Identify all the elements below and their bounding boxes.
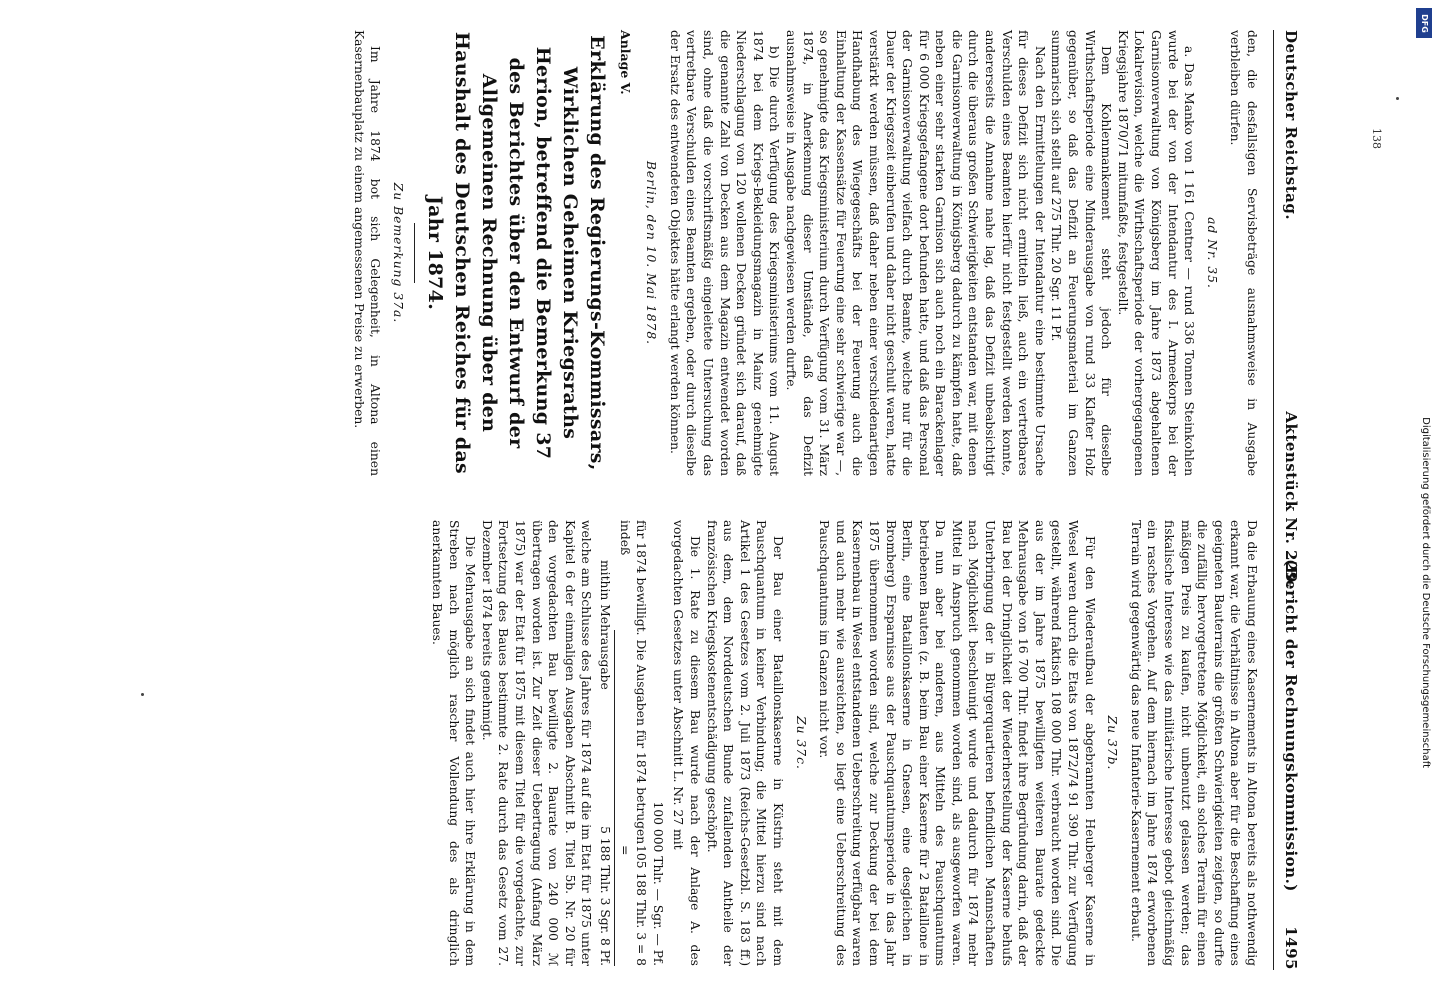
scan-speck: [141, 693, 144, 696]
sum-rule: [614, 630, 615, 966]
paragraph: b) Die durch Verfügung des Kriegsministeriums vom 11. August 1874 bei dem Kriegs-Bekleidungsmagazin in Mainz genehmigte Niederschlagung von 120 wollenen Decken gründet sich darauf, daß die genannte Zahl von Decken aus dem Magazin entwendet worden sind, ohne daß die vorschriftsmäßig eingeleitete Untersuchung das vertretbare Verschulden eines Beamten ergeben, oder durch dieselbe der Ersatz des entwendeten Objektes hätte erlangt werden können.: [667, 30, 782, 476]
section-heading: Zu Bemerkung 37a.: [391, 182, 406, 324]
paragraph: Dem Kohlenmankement steht jedoch für dieselbe Wirthschaftsperiode eine Minderausgabe von rund 33 Klafter Holz gegenüber, so daß das Defizit an Feuerungsmaterial im Ganzen summarisch sich stellt auf 275 Thlr. 20 Sgr. 11 Pf.: [1049, 30, 1114, 476]
paragraph: a. Das Manko von 1 161 Centner — rund 336 Tonnen Steinkohlen wurde bei der von der Intendantur des I. Armeekorps bei der Garnisonverwaltung von Königsberg im Jahre 1873 abgehaltenen Lokalrevision, welche die Wirthschaftsperiode der vorhergegangenen Kriegsjahre 1870/71 mitumfaßte, festgestellt.: [1115, 30, 1197, 476]
cost-calculation: [596, 520, 665, 966]
dfg-logo-text: DFG: [1419, 13, 1429, 33]
calc-lead: für 1874 bewilligt. Die Ausgaben für 1874 betrugen indeß: [617, 520, 649, 845]
calc-amount: 100 000 Thlr. — Sgr. — Pf.: [650, 801, 665, 966]
paragraph: Die Mehrausgabe an sich findet auch hier ihre Erklärung in dem Streben nach möglich rascher Vollendung des als dringlich anerkannten Baues.: [430, 520, 478, 966]
left-column: [350, 30, 1260, 476]
divider: [414, 223, 415, 283]
paragraph: Da die Erbauung eines Kasernements in Altona bereits als nothwendig erkannt war, die Verhältnisse in Altona aber für die Beschaffung eines geeigneten Bauterrains die größten Schwierigkeiten zeigten, so durfte die zufällig hervorgetretene Möglichkeit, ein solches Terrain für einen mäßigen Preis zu kaufen, nicht unbenutzt gelassen werden; das fiskalische Interesse wie das militärische Interesse gebot gleichmäßig ein rasches Vorgehen. Auf dem hiernach im Jahre 1874 erworbenen Terrain wird gegenwärtig das neue Infanterie-Kasernement erbaut.: [1128, 520, 1259, 966]
declaration-title: Erklärung des Regierungs-Kommissars, Wirklichen Geheimen Kriegsraths Herion, betreffend die Bemerkung 37 des Berichtes über den Entwurf der Allgemeinen Rechnung über den Haushalt des Deutschen Reiches für das Jahr 1874.: [424, 31, 609, 475]
appendix-label: Anlage V.: [617, 30, 633, 95]
paragraph: Nach den Ermittelungen der Intendantur eine bestimmte Ursache für dieses Defizit sich nicht ermitteln ließ, auch ein vertretbares Verschulden eines Beamten hierfür nicht festgestellt werden konnte, andererseits die Annahme nahe lag, daß das Defizit unbeabsichtigt durch die überaus großen Schwierigkeiten entstanden war, mit denen die Garnisonverwaltung in Königsberg dadurch zu kämpfen hatte, daß neben einer sehr starken Garnison sich auch noch ein Barackenlager für 6 000 Kriegsgefangene dort befunden hatte, und daß das Personal der Garnisonverwaltung vielfach durch Beamte, welche nur für die Dauer der Kriegszeit einberufen und daher nicht geschult waren, hatte verstärkt werden müssen, daß daher neben einer verschiedenartigen Handhabung des Wiegegeschäfts bei der Feuerung auch die Einhaltung der Kassensätze für Feuerung eine sehr schwierige war —, so genehmigte das Kriegsministerium durch Verfügung vom 31. März 1874, in Anerkennung dieser Umstände, daß das Defizit ausnahmsweise in Ausgabe nachgewiesen werden durfte.: [783, 30, 1047, 476]
scan-page-mark: 138: [1370, 128, 1383, 149]
calc-total: 105 188 Thlr. 3 = 8 =: [617, 845, 649, 967]
paragraph: Für den Wiederaufbau der abgebrannten Heuberger Kaserne in Wesel waren durch die Etats von 1872/74 91 390 Thlr. zur Verfügung gestellt, während faktisch 108 000 Thlr. verbraucht worden sind. Die aus der im Jahre 1875 bewilligten weiteren Baurate gedeckte Mehrausgabe von 16 700 Thlr. findet ihre Begründung darin, daß der Bau bei der Dringlichkeit der Wiederherstellung der Kaserne behufs Unterbringung der in Bürgerquartieren befindlichen Mannschaften nach Möglichkeit beschleunigt wurde und dadurch für 1874 mehr Mittel in Anspruch genommen worden sind, als ausgeworfen waren. Da nun aber bei anderen, aus Mitteln des Pauschquantums betriebenen Bauten (z. B. beim Bau einer Kaserne für 2 Bataillone in Berlin, eine Bataillonskaserne in Gnesen, eine desgleichen in Bromberg) Ersparnisse aus der Pauschquantumsperiode in das Jahr 1875 übernommen worden sind, welche zur Deckung der bei dem Kasernenbau in Wesel entstandenen Ueberschreitung verfügbar waren und auch mehr wie ausreichten, so liegt eine Ueberschreitung des Pauschquantums im Ganzen nicht vor.: [817, 520, 1097, 966]
calc-difference: 5 188 Thlr. 3 Sgr. 8 Pf.: [598, 826, 613, 966]
header-right: [1282, 559, 1300, 970]
paragraph: den, die desfallsigen Servisbeträge ausnahmsweise in Ausgabe verbleiben dürfen.: [1228, 30, 1259, 476]
right-column: [429, 520, 1261, 966]
paragraph: Die 1. Rate zu diesem Bau wurde nach der Anlage A. des vorgedachten Gesetzes unter Abschnitt L. Nr. 27 mit: [671, 520, 702, 966]
scan-speck: [1396, 97, 1399, 100]
section-heading: Zu 37b.: [1105, 715, 1120, 771]
page-header: [1274, 30, 1300, 970]
credit-text: Digitalisierung gefördert durch die Deutsche Forschungsgemeinschaft: [1420, 417, 1431, 768]
header-rule: [1273, 30, 1274, 970]
header-left: Deutscher Reichstag.: [1282, 30, 1300, 221]
digitization-credit: [1418, 8, 1432, 768]
dateline: Berlin, den 10. Mai 1878.: [644, 160, 659, 346]
page-number: 1495: [1282, 926, 1300, 970]
header-report-title: (Bericht der Rechnungskommission.): [1282, 559, 1300, 892]
calc-label: mithin Mehrausgabe: [598, 560, 613, 690]
section-heading: Zu 37c.: [793, 716, 808, 770]
paragraph: Im Jahre 1874 bot sich Gelegenheit, in Altona einen Kasernenbauplatz zu einem angemessenen Preise zu erwerben.: [351, 30, 383, 476]
paragraph: welche am Schlusse des Jahres für 1874 auf die im Etat für 1875 unter Kapitel 6 der einmaligen Ausgaben Abschnitt B. Titel 5b. Nr. 20 für den vorgedachten Bau bewilligte 2. Baurate von 240 000 ℳ übertragen worden ist. Zur Zeit dieser Uebertragung (Anfang März 1875) war der Etat für 1875 mit diesem Titel für die vorgedachte, zur Fortsetzung des Baues bestimmte 2. Rate durch das Gesetz vom 27. Dezember 1874 bereits genehmigt.: [479, 520, 594, 966]
paragraph: Der Bau einer Bataillonskaserne in Küstrin steht mit dem Pauschquantum in keiner Verbindung; die Mittel hierzu sind nach Artikel 1 des Gesetzes vom 2. Juli 1873 (Reichs-Gesetzbl. S. 183 ff.) aus dem, dem Norddeutschen Bunde zufallenden Antheile der französischen Kriegskostenentschädigung geschöpft.: [704, 520, 785, 966]
section-heading: ad Nr. 35.: [1204, 217, 1219, 289]
header-center: Aktenstück Nr. 229.: [1282, 411, 1300, 589]
